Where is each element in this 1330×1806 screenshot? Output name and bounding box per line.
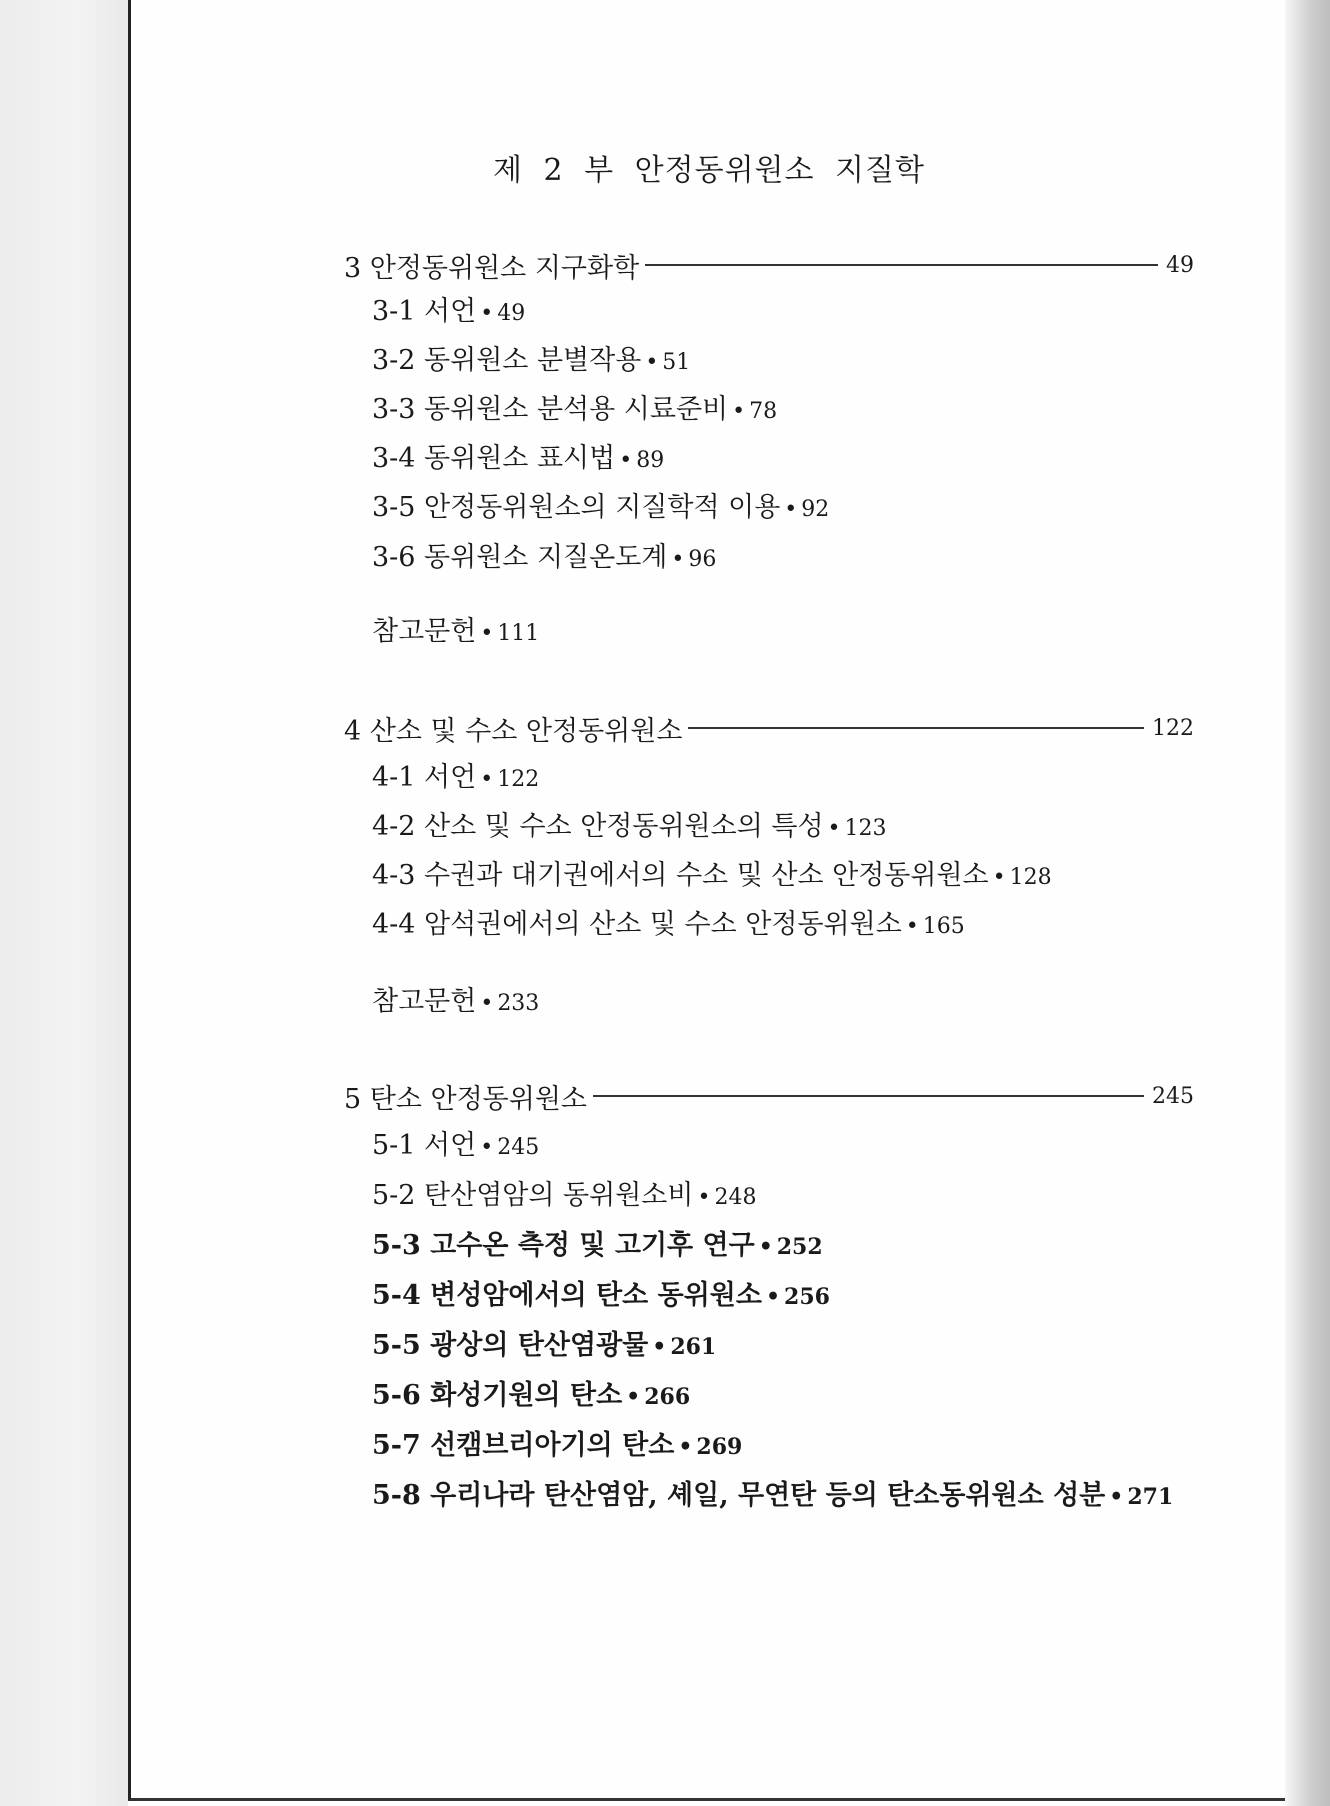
entry-page-number: 165 — [922, 914, 965, 939]
entry-page-number: 269 — [696, 1434, 743, 1460]
toc-entry[interactable] — [372, 390, 777, 432]
separator-dot: • — [480, 1135, 494, 1160]
toc-entry[interactable] — [372, 905, 965, 947]
entry-label: 5-4 변성암에서의 탄소 동위원소 — [372, 1280, 762, 1311]
toc-entry[interactable] — [372, 1326, 716, 1367]
separator-dot: • — [905, 914, 919, 939]
entry-label: 5-7 선캠브리아기의 탄소 — [372, 1430, 675, 1461]
entry-page-number: 256 — [784, 1284, 830, 1310]
chapter-title: 3 안정동위원소 지구화학 — [344, 252, 640, 284]
entry-page-number: 261 — [670, 1334, 717, 1360]
toc-entry[interactable] — [372, 341, 690, 383]
chapter-title: 5 탄소 안정동위원소 — [344, 1083, 587, 1115]
separator-dot: • — [784, 497, 798, 522]
toc-entry[interactable] — [372, 758, 539, 800]
entry-page-number: 96 — [688, 547, 717, 572]
toc-entry[interactable] — [372, 439, 664, 481]
references-label: 참고문헌 — [372, 986, 477, 1017]
chapter-page-number: 245 — [1152, 1083, 1194, 1109]
references-page-number: 111 — [497, 621, 540, 646]
toc-entry[interactable] — [372, 1176, 756, 1218]
separator-dot: • — [645, 350, 659, 375]
entry-label: 5-2 탄산염암의 동위원소비 — [372, 1180, 694, 1211]
leader-line — [688, 727, 1144, 729]
separator-dot: • — [992, 865, 1006, 890]
entry-label: 3-1 서언 — [372, 296, 477, 327]
entry-page-number: 49 — [497, 301, 526, 326]
separator-dot: • — [758, 1234, 773, 1260]
separator-dot: • — [480, 621, 494, 646]
entry-label: 5-3 고수온 측정 및 고기후 연구 — [372, 1230, 755, 1261]
toc-entry[interactable] — [372, 807, 887, 849]
entry-page-number: 122 — [497, 767, 540, 792]
references-label: 참고문헌 — [372, 616, 477, 647]
entry-page-number: 89 — [636, 448, 665, 473]
leader-line — [645, 264, 1158, 266]
separator-dot: • — [697, 1185, 711, 1210]
toc-entry[interactable] — [372, 1376, 690, 1417]
leader-line — [593, 1095, 1144, 1097]
chapter-title: 4 산소 및 수소 안정동위원소 — [344, 715, 683, 747]
separator-dot: • — [480, 301, 494, 326]
entry-page-number: 266 — [644, 1384, 691, 1410]
toc-entry[interactable] — [372, 1226, 823, 1267]
separator-dot: • — [678, 1434, 693, 1460]
part-title: 제 2 부 안정동위원소 지질학 — [492, 153, 925, 188]
entry-page-number: 252 — [776, 1234, 823, 1260]
separator-dot: • — [732, 399, 746, 424]
chapter-page-number: 122 — [1152, 715, 1194, 741]
entry-label: 4-3 수권과 대기권에서의 수소 및 산소 안정동위원소 — [372, 860, 989, 891]
separator-dot: • — [480, 767, 494, 792]
separator-dot: • — [480, 991, 494, 1016]
separator-dot: • — [827, 816, 841, 841]
separator-dot: • — [626, 1384, 641, 1410]
chapter-heading[interactable] — [344, 1076, 1194, 1116]
scan-left-margin — [0, 0, 128, 1806]
separator-dot: • — [765, 1284, 781, 1310]
toc-entry[interactable] — [372, 1426, 742, 1467]
entry-page-number: 78 — [749, 399, 778, 424]
toc-entry[interactable] — [372, 538, 716, 580]
entry-label: 4-4 암석권에서의 산소 및 수소 안정동위원소 — [372, 909, 902, 940]
entry-label: 5-5 광상의 탄산염광물 — [372, 1330, 649, 1361]
toc-references[interactable] — [372, 982, 539, 1024]
entry-label: 5-1 서언 — [372, 1130, 477, 1161]
entry-page-number: 271 — [1127, 1484, 1174, 1510]
entry-label: 3-4 동위원소 표시법 — [372, 443, 616, 474]
separator-dot: • — [671, 547, 685, 572]
toc-entry[interactable] — [372, 1126, 539, 1168]
toc-entry[interactable] — [372, 1476, 1173, 1517]
separator-dot: • — [652, 1334, 667, 1360]
entry-label: 3-5 안정동위원소의 지질학적 이용 — [372, 492, 781, 523]
chapter-heading[interactable] — [344, 708, 1194, 748]
entry-label: 4-1 서언 — [372, 762, 477, 793]
entry-page-number: 51 — [662, 350, 691, 375]
entry-label: 3-3 동위원소 분석용 시료준비 — [372, 394, 729, 425]
entry-page-number: 248 — [714, 1185, 757, 1210]
separator-dot: • — [1109, 1484, 1124, 1510]
entry-label: 4-2 산소 및 수소 안정동위원소의 특성 — [372, 811, 824, 842]
entry-page-number: 123 — [844, 816, 887, 841]
toc-entry[interactable] — [372, 488, 829, 530]
chapter-page-number: 49 — [1166, 252, 1194, 278]
entry-page-number: 245 — [497, 1135, 540, 1160]
toc-entry[interactable] — [372, 292, 525, 334]
toc-references[interactable] — [372, 612, 539, 654]
entry-label: 5-8 우리나라 탄산염암, 셰일, 무연탄 등의 탄소동위원소 성분 — [372, 1480, 1106, 1511]
toc-entry[interactable] — [372, 1276, 830, 1317]
entry-page-number: 128 — [1009, 865, 1052, 890]
toc-entry[interactable] — [372, 856, 1052, 898]
scan-right-edge — [1285, 0, 1330, 1806]
entry-label: 3-6 동위원소 지질온도계 — [372, 542, 668, 573]
separator-dot: • — [619, 448, 633, 473]
entry-page-number: 92 — [801, 497, 830, 522]
chapter-heading[interactable] — [344, 245, 1194, 285]
entry-label: 5-6 화성기원의 탄소 — [372, 1380, 623, 1411]
references-page-number: 233 — [497, 991, 540, 1016]
entry-label: 3-2 동위원소 분별작용 — [372, 345, 642, 376]
